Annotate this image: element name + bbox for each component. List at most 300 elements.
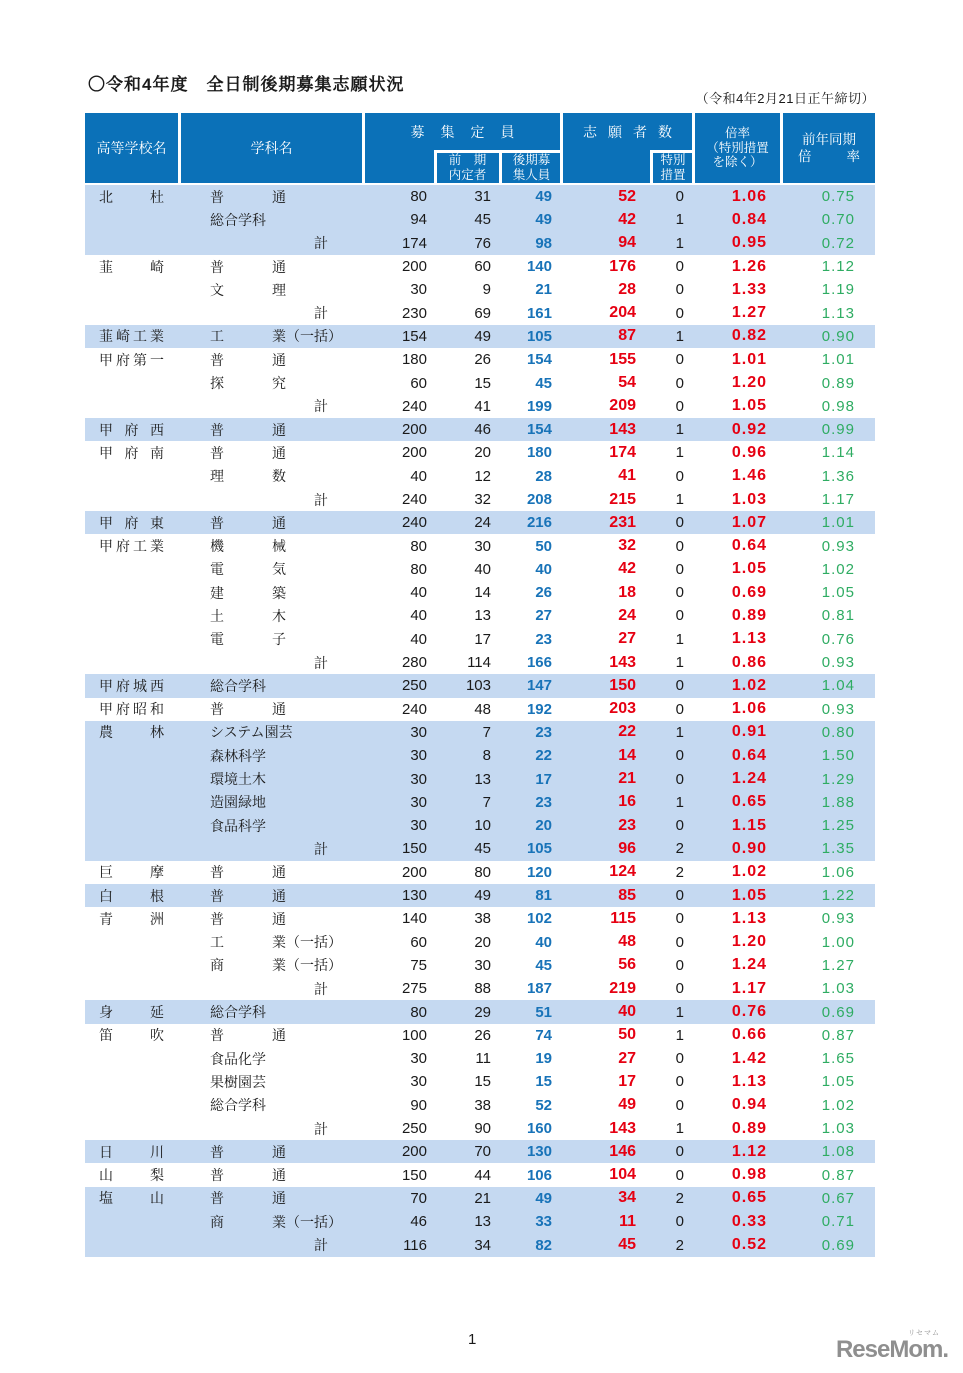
ratio-value: 0.33 [731,1212,767,1230]
department-name-text: 普通 [210,444,286,461]
capacity-total: 40 [410,607,427,625]
prev-year-ratio: 1.05 [821,1073,855,1091]
prev-year-ratio: 0.67 [821,1189,855,1207]
table-row [85,534,875,557]
kouki-boshu-jinin: 161 [526,304,552,322]
applicants-count: 27 [618,630,636,648]
school-name [85,1191,178,1205]
zenki-naiteisha: 9 [482,281,491,299]
header-zenki [434,150,499,183]
total-label: 計 [314,1120,328,1137]
kouki-boshu-jinin: 102 [526,910,552,928]
department-name [178,632,362,646]
special-measures-count: 1 [675,630,684,648]
zenki-naiteisha: 32 [474,491,491,508]
kouki-boshu-jinin: 45 [535,374,552,392]
prev-year-ratio: 1.29 [821,770,855,788]
school-name [85,1005,178,1019]
ratio-value: 1.12 [731,1142,767,1160]
department-name [178,376,362,390]
table-row [85,255,875,278]
special-measures-count: 0 [675,887,684,905]
department-name: 環境土木 [210,771,266,788]
department-name-text: 探究 [210,375,286,392]
department-name [178,562,362,576]
kouki-boshu-jinin: 17 [535,770,552,788]
school-name [85,190,178,204]
ratio-value: 0.86 [731,653,767,671]
capacity-total: 30 [410,281,427,299]
department-name [178,190,362,204]
department-name [178,1191,362,1205]
department-name: 森林科学 [210,747,266,764]
capacity-total: 140 [401,910,427,928]
school-name-text: 身延 [99,1004,164,1021]
table-row [85,954,875,977]
table-row [85,907,875,930]
capacity-total: 240 [401,700,427,718]
table-total-row [85,651,875,674]
capacity-total: 240 [401,514,427,532]
prev-year-ratio: 1.01 [821,351,855,369]
applicants-count: 143 [609,653,636,671]
kouki-boshu-jinin: 20 [535,817,552,835]
school-group [85,418,875,441]
prev-year-ratio: 1.13 [821,304,855,322]
special-measures-count: 0 [675,584,684,602]
zenki-naiteisha: 70 [474,1143,491,1161]
special-measures-count: 1 [675,793,684,811]
zenki-naiteisha: 49 [474,887,491,905]
zenki-naiteisha: 41 [474,397,491,415]
school-name [85,865,178,879]
applicants-count: 17 [618,1072,636,1090]
department-name: 総合学科 [210,1004,266,1021]
ratio-value: 1.06 [731,700,767,718]
zenki-naiteisha: 31 [474,188,491,206]
department-name-text: 普通 [210,864,286,881]
zenki-naiteisha: 38 [474,1096,491,1114]
ratio-value: 1.05 [731,560,767,578]
kouki-boshu-jinin: 154 [526,421,552,439]
department-name-text: 建築 [210,584,286,601]
header-department: 学科名 [178,113,362,183]
kouki-boshu-jinin: 130 [526,1143,552,1161]
ratio-value: 0.90 [731,839,767,857]
table-row [85,208,875,231]
ratio-value: 1.20 [731,933,767,951]
capacity-total: 150 [401,1166,427,1184]
school-group [85,1000,875,1023]
header-special [650,150,694,183]
header-prev-ritsu: 率 [846,149,860,164]
table-row [85,931,875,954]
ratio-value: 1.13 [731,1072,767,1090]
prev-year-ratio: 1.02 [821,1096,855,1114]
special-measures-count: 0 [675,1096,684,1114]
kouki-boshu-jinin: 120 [526,863,552,881]
header-kouki-line1: 後期募 [512,153,551,167]
zenki-naiteisha: 10 [474,817,491,835]
school-name-text: 農林 [99,724,164,741]
prev-year-ratio: 0.81 [821,607,855,625]
zenki-naiteisha: 20 [474,444,491,462]
school-name [85,889,178,903]
table-row [85,1163,875,1186]
zenki-naiteisha: 15 [474,1073,491,1091]
applicants-count: 28 [618,280,636,298]
applicants-count: 146 [609,1142,636,1160]
prev-year-ratio: 0.76 [821,630,855,648]
special-measures-count: 0 [675,1166,684,1184]
capacity-total: 80 [410,560,427,578]
applicants-count: 40 [618,1003,636,1021]
ratio-value: 1.46 [731,467,767,485]
school-name-text: 甲府西 [99,421,164,438]
special-measures-count: 2 [675,1236,684,1254]
special-measures-count: 0 [675,1073,684,1091]
special-measures-count: 0 [675,374,684,392]
ratio-value: 1.17 [731,979,767,997]
school-name [85,912,178,926]
zenki-naiteisha: 13 [474,607,491,625]
department-name-text: 理数 [210,468,286,485]
capacity-total: 30 [410,793,427,811]
prev-year-ratio: 1.65 [821,1050,855,1068]
special-measures-count: 1 [675,1003,684,1021]
ratio-value: 1.06 [731,187,767,205]
prev-year-ratio: 0.93 [821,654,855,672]
prev-year-ratio: 0.69 [821,1003,855,1021]
zenki-naiteisha: 12 [474,467,491,485]
department-name: 商業（一括） [210,1213,342,1230]
applicants-count: 49 [618,1096,636,1114]
special-measures-count: 2 [675,863,684,881]
prev-year-ratio: 1.19 [821,281,855,299]
applicants-count: 45 [618,1236,636,1253]
ratio-value: 0.76 [731,1003,767,1021]
table-row [85,604,875,627]
table-row [85,1000,875,1023]
department-name [178,865,362,879]
ratio-value: 1.05 [731,397,767,415]
applicants-count: 54 [618,374,636,392]
header-school: 高等学校名 [96,140,167,156]
kouki-boshu-jinin: 105 [526,840,552,858]
special-measures-count: 1 [675,211,684,229]
special-measures-count: 0 [675,397,684,415]
zenki-naiteisha: 49 [474,327,491,345]
prev-year-ratio: 0.99 [821,421,855,439]
school-name [85,329,178,343]
special-measures-count: 0 [675,956,684,974]
capacity-total: 60 [410,933,427,951]
special-measures-count: 0 [675,188,684,206]
kouki-boshu-jinin: 208 [526,491,552,508]
table-row [85,1094,875,1117]
department-name-text: 普通 [210,1027,286,1044]
special-measures-count: 1 [675,327,684,345]
zenki-naiteisha: 15 [474,374,491,392]
table-row [85,325,875,348]
department-name-text: 普通 [210,421,286,438]
table-row [85,465,875,488]
applicants-count: 24 [618,606,636,624]
school-group [85,884,875,907]
department-name [178,702,362,716]
capacity-total: 80 [410,188,427,206]
department-name-text: 普通 [210,910,286,927]
applicants-count: 94 [618,234,636,252]
prev-year-ratio: 0.93 [821,537,855,555]
department-name-text: 工業 [210,328,286,345]
kouki-boshu-jinin: 19 [535,1050,552,1068]
special-measures-count: 0 [675,980,684,998]
prev-year-ratio: 1.01 [821,514,855,532]
ratio-value: 1.24 [731,770,767,788]
total-label: 計 [314,235,328,252]
ratio-value: 0.69 [731,583,767,601]
capacity-total: 30 [410,1050,427,1068]
prev-year-ratio: 0.69 [821,1236,855,1254]
header-applicants-label: 志願者数 [583,123,683,140]
capacity-total: 40 [410,584,427,602]
table-row [85,185,875,208]
school-group [85,348,875,418]
kouki-boshu-jinin: 105 [526,327,552,345]
ratio-value: 1.20 [731,374,767,392]
applicants-count: 14 [618,746,636,764]
kouki-boshu-jinin: 192 [526,700,552,718]
header-ratio-line3: を除く） [712,155,763,170]
special-measures-count: 0 [675,700,684,718]
department-name-text: 普通 [210,258,286,275]
school-name-text: 甲府東 [99,514,164,531]
table-row [85,371,875,394]
zenki-naiteisha: 7 [482,723,491,741]
department-name [178,609,362,623]
school-name [85,423,178,437]
ratio-value: 0.64 [731,537,767,555]
header-kouki [499,150,562,183]
special-measures-count: 0 [675,747,684,765]
school-group [85,721,875,861]
table-row [85,278,875,301]
ratio-value: 1.05 [731,886,767,904]
applicants-count: 34 [618,1189,636,1207]
department-name-text: 電気 [210,561,286,578]
prev-year-ratio: 1.03 [821,1120,855,1138]
school-name [85,679,178,693]
school-group [85,1163,875,1186]
ratio-value: 0.91 [731,723,767,741]
ratio-value: 0.96 [731,443,767,461]
header-applicants-group [560,113,692,183]
special-measures-count: 2 [675,840,684,858]
zenki-naiteisha: 29 [474,1003,491,1021]
department-name [178,446,362,460]
ratio-value: 1.33 [731,280,767,298]
total-label: 計 [314,305,328,322]
applicants-count: 215 [609,490,636,508]
school-group [85,698,875,721]
kouki-boshu-jinin: 15 [535,1073,552,1091]
kouki-boshu-jinin: 81 [535,887,552,905]
department-name [178,586,362,600]
total-label: 計 [314,398,328,415]
school-name [85,702,178,716]
school-name-text: 甲府工業 [99,538,164,555]
department-name-text: 普通 [210,514,286,531]
header-special-line1: 特別 [660,153,686,167]
prev-year-ratio: 0.75 [821,188,855,206]
applicants-count: 87 [618,327,636,345]
ratio-value: 1.13 [731,630,767,648]
ratio-value: 1.42 [731,1049,767,1067]
school-group [85,674,875,697]
department-name-text: 普通 [210,188,286,205]
applicants-count: 85 [618,886,636,904]
table-row [85,791,875,814]
capacity-total: 230 [401,304,427,322]
special-measures-count: 2 [675,1189,684,1207]
special-measures-count: 0 [675,1050,684,1068]
special-measures-count: 1 [675,234,684,252]
department-name: 総合学科 [210,211,266,228]
department-name: 果樹園芸 [210,1073,266,1090]
table-total-row [85,837,875,860]
department-name: 造園緑地 [210,794,266,811]
kouki-boshu-jinin: 199 [526,397,552,415]
total-label: 計 [314,980,328,997]
zenki-naiteisha: 17 [474,630,491,648]
applicants-count: 42 [618,560,636,578]
prev-year-ratio: 0.87 [821,1166,855,1184]
department-name: 工業（一括） [210,328,342,345]
capacity-total: 94 [410,211,427,229]
applicants-count: 203 [609,700,636,718]
prev-year-ratio: 1.27 [821,956,855,974]
kouki-boshu-jinin: 216 [526,514,552,532]
prev-year-ratio: 1.12 [821,258,855,276]
kouki-boshu-jinin: 180 [526,444,552,462]
school-name [85,725,178,739]
header-kouki-line2: 集人員 [512,168,551,182]
department-name [178,912,362,926]
special-measures-count: 0 [675,770,684,788]
prev-year-ratio: 1.14 [821,444,855,462]
capacity-total: 90 [410,1096,427,1114]
capacity-total: 75 [410,956,427,974]
table-row [85,1070,875,1093]
school-name [85,353,178,367]
prev-year-ratio: 0.72 [821,234,855,252]
table-total-row [85,1117,875,1140]
kouki-boshu-jinin: 140 [526,258,552,276]
school-name-text: 甲府昭和 [99,701,164,718]
application-status-table [85,113,875,1257]
ratio-value: 0.95 [731,234,767,252]
prev-year-ratio: 0.98 [821,397,855,415]
zenki-naiteisha: 69 [474,304,491,322]
kouki-boshu-jinin: 40 [535,933,552,951]
department-name-text: 普通 [210,1167,286,1184]
department-name [178,283,362,297]
department-name [178,260,362,274]
capacity-total: 200 [401,421,427,439]
school-group [85,1024,875,1140]
capacity-total: 250 [401,1120,427,1138]
special-measures-count: 0 [675,467,684,485]
ratio-value: 0.65 [731,1189,767,1207]
school-group [85,1140,875,1163]
zenki-naiteisha: 38 [474,910,491,928]
zenki-naiteisha: 44 [474,1166,491,1184]
department-name-text: 土木 [210,607,286,624]
special-measures-count: 1 [675,1120,684,1138]
special-measures-count: 0 [675,537,684,555]
department-name [178,889,362,903]
special-measures-count: 0 [675,910,684,928]
ratio-value: 1.13 [731,909,767,927]
kouki-boshu-jinin: 160 [526,1120,552,1138]
zenki-naiteisha: 14 [474,584,491,602]
ratio-value: 0.92 [731,420,767,438]
department-name: 食品化学 [210,1050,266,1067]
school-group [85,861,875,884]
prev-year-ratio: 0.93 [821,910,855,928]
table-row [85,861,875,884]
ratio-value: 0.66 [731,1026,767,1044]
zenki-naiteisha: 11 [475,1050,491,1068]
capacity-total: 154 [401,327,427,345]
prev-year-ratio: 1.02 [821,560,855,578]
prev-year-ratio: 1.08 [821,1143,855,1161]
kouki-boshu-jinin: 49 [535,1189,552,1207]
school-name [85,446,178,460]
zenki-naiteisha: 88 [474,980,491,998]
applicants-count: 176 [609,257,636,275]
kouki-boshu-jinin: 98 [535,234,552,252]
prev-year-ratio: 0.70 [821,211,855,229]
zenki-naiteisha: 60 [474,258,491,276]
department-name [178,1168,362,1182]
resemom-logo [823,1328,948,1364]
zenki-naiteisha: 21 [474,1189,491,1207]
special-measures-count: 0 [675,351,684,369]
table-body [85,185,875,1257]
school-name-text: 青洲 [99,910,164,927]
applicants-count: 11 [619,1212,636,1230]
department-name [178,423,362,437]
zenki-naiteisha: 20 [474,933,491,951]
capacity-total: 200 [401,863,427,881]
kouki-boshu-jinin: 33 [535,1213,552,1231]
school-name [85,539,178,553]
special-measures-count: 0 [675,281,684,299]
applicants-count: 174 [609,443,636,461]
capacity-total: 280 [401,654,427,672]
capacity-total: 130 [401,887,427,905]
school-name [85,260,178,274]
prev-year-ratio: 0.80 [821,723,855,741]
school-group [85,325,875,348]
department-name: 総合学科 [210,1097,266,1114]
prev-year-ratio: 1.35 [821,840,855,858]
capacity-total: 30 [410,770,427,788]
header-prev-line1: 前年同期 [802,132,856,147]
header-capacity-label: 募集定員 [410,123,531,140]
